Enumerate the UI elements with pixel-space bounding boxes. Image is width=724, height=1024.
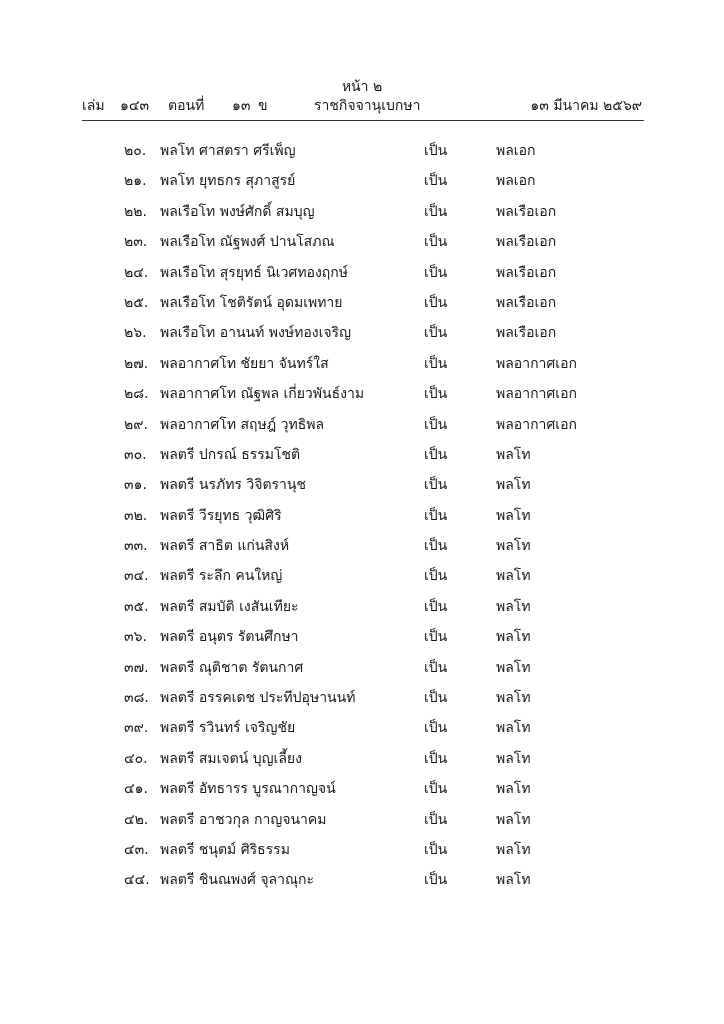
- entry-verb: เป็น: [424, 720, 448, 737]
- list-item: [0, 474, 724, 504]
- list-item: [0, 322, 724, 352]
- entry-name: พลตรี รวินทร์ เจริญชัย: [160, 720, 296, 737]
- entry-rank: พลเรือเอก: [496, 325, 557, 342]
- list-item: [0, 687, 724, 717]
- list-item: [0, 565, 724, 595]
- entry-name: พลตรี ณุติชาต รัตนกาศ: [160, 659, 304, 676]
- entry-name: พลโท ศาสตรา ศรีเพ็ญ: [160, 143, 296, 159]
- entry-verb: เป็น: [424, 841, 448, 858]
- list-item: [0, 292, 724, 322]
- entry-name: พลตรี อนุตร รัตนศึกษา: [160, 629, 299, 646]
- entry-rank: พลโท: [496, 750, 531, 767]
- entry-rank: พลโท: [496, 841, 531, 858]
- entry-verb: เป็น: [424, 690, 448, 707]
- entry-rank: พลโท: [496, 507, 531, 524]
- entry-rank: พลเรือเอก: [496, 264, 557, 281]
- entry-verb: เป็น: [424, 538, 448, 555]
- entry-verb: เป็น: [424, 143, 448, 159]
- entry-number: ๒๒.: [124, 203, 147, 220]
- publication-date: ๑๓ มีนาคม ๒๕๖๙: [530, 98, 642, 114]
- entry-number: ๒๓.: [124, 234, 148, 251]
- entry-verb: เป็น: [424, 355, 448, 372]
- entry-name: พลตรี สมบัติ เงสันเทียะ: [160, 598, 299, 615]
- entry-number: ๒๘.: [124, 386, 149, 403]
- entry-name: พลอากาศโท ณัฐพล เกี่ยวพันธ์งาม: [160, 386, 365, 403]
- list-item: [0, 596, 724, 626]
- volume-label: เล่ม: [82, 98, 105, 114]
- entry-name: พลอากาศโท สฤษฎ์ วุทธิพล: [160, 416, 325, 433]
- entry-name: พลอากาศโท ชัยยา จันทร์ใส: [160, 355, 329, 372]
- entry-number: ๒๔.: [124, 264, 149, 281]
- list-item: [0, 140, 724, 170]
- entry-number: ๓๕.: [124, 598, 149, 615]
- entry-number: ๒๖.: [124, 325, 147, 342]
- entry-number: ๔๐.: [124, 750, 148, 767]
- entry-name: พลเรือโท พงษ์ศักดิ์ สมบุญ: [160, 203, 315, 220]
- entry-verb: เป็น: [424, 477, 448, 494]
- entry-verb: เป็น: [424, 629, 448, 646]
- entry-number: ๒๐.: [124, 143, 147, 159]
- entry-rank: พลเรือเอก: [496, 294, 557, 311]
- entry-verb: เป็น: [424, 507, 448, 524]
- entry-number: ๓๒.: [124, 507, 148, 524]
- issue-number: ๑๓: [232, 98, 251, 114]
- entry-rank: พลโท: [496, 477, 531, 494]
- entry-number: ๔๓.: [124, 841, 149, 858]
- publication-title: ราชกิจจานุเบกษา: [314, 98, 421, 114]
- list-item: [0, 535, 724, 565]
- entry-number: ๓๓.: [124, 538, 148, 555]
- entry-verb: เป็น: [424, 264, 448, 281]
- entry-rank: พลโท: [496, 568, 531, 585]
- entry-number: ๓๔.: [124, 568, 149, 585]
- header-divider: [82, 120, 644, 121]
- list-item: [0, 505, 724, 535]
- entry-rank: พลเอก: [496, 173, 536, 190]
- entry-rank: พลโท: [496, 538, 531, 555]
- list-item: [0, 839, 724, 869]
- entry-number: ๔๔.: [124, 872, 150, 889]
- list-item: [0, 262, 724, 292]
- list-item: [0, 201, 724, 231]
- entry-rank: พลเรือเอก: [496, 234, 557, 251]
- entry-name: พลตรี อรรคเดช ประทีปอุษานนท์: [160, 690, 356, 707]
- volume-number: ๑๔๓: [120, 98, 150, 114]
- appointment-list: [0, 140, 724, 900]
- page-number: หน้า ๒: [341, 79, 383, 95]
- entry-rank: พลอากาศเอก: [496, 386, 577, 403]
- list-item: [0, 444, 724, 474]
- list-item: [0, 231, 724, 261]
- list-item: [0, 170, 724, 200]
- entry-rank: พลอากาศเอก: [496, 355, 577, 372]
- entry-verb: เป็น: [424, 446, 448, 463]
- entry-verb: เป็น: [424, 598, 448, 615]
- entry-rank: พลโท: [496, 720, 531, 737]
- entry-verb: เป็น: [424, 294, 448, 311]
- list-item: [0, 809, 724, 839]
- gazette-header: [82, 96, 642, 116]
- entry-number: ๓๖.: [124, 629, 147, 646]
- entry-name: พลตรี อัทธารร บูรณากาญจน์: [160, 781, 336, 798]
- entry-verb: เป็น: [424, 234, 448, 251]
- entry-rank: พลโท: [496, 629, 531, 646]
- entry-verb: เป็น: [424, 386, 448, 403]
- entry-verb: เป็น: [424, 416, 448, 433]
- entry-number: ๓๘.: [124, 690, 149, 707]
- entry-verb: เป็น: [424, 659, 448, 676]
- entry-name: พลเรือโท โชติรัตน์ อุดมเพทาย: [160, 294, 343, 311]
- entry-name: พลเรือโท ณัฐพงศ์ ปานโสภณ: [160, 234, 335, 251]
- entry-number: ๓๑.: [124, 477, 147, 494]
- entry-rank: พลเรือเอก: [496, 203, 557, 220]
- entry-rank: พลโท: [496, 446, 531, 463]
- list-item: [0, 657, 724, 687]
- entry-rank: พลเอก: [496, 143, 536, 159]
- entry-name: พลตรี ชินณพงศ์ จุลาณุกะ: [160, 872, 314, 889]
- entry-number: ๔๒.: [124, 811, 149, 828]
- section-letter: ข: [258, 98, 268, 114]
- list-item: [0, 748, 724, 778]
- entry-name: พลเรือโท สุรยุทธ์ นิเวศทองฤกษ์: [160, 264, 348, 281]
- entry-name: พลตรี ชนุตม์ ศิริธรรม: [160, 841, 290, 858]
- entry-verb: เป็น: [424, 173, 448, 190]
- entry-verb: เป็น: [424, 568, 448, 585]
- entry-rank: พลโท: [496, 659, 531, 676]
- list-item: [0, 626, 724, 656]
- entry-name: พลตรี วีรยุทธ วุฒิศิริ: [160, 507, 282, 524]
- list-item: [0, 869, 724, 899]
- issue-label: ตอนที่: [168, 98, 205, 114]
- list-item: [0, 778, 724, 808]
- entry-number: ๒๗.: [124, 355, 149, 372]
- entry-number: ๒๙.: [124, 416, 148, 433]
- entry-verb: เป็น: [424, 203, 448, 220]
- entry-name: พลโท ยุทธกร สุภาสูรย์: [160, 173, 296, 190]
- entry-verb: เป็น: [424, 750, 448, 767]
- entry-name: พลตรี สมเจตน์ บุญเลี้ยง: [160, 750, 302, 767]
- entry-name: พลเรือโท อานนท์ พงษ์ทองเจริญ: [160, 325, 352, 342]
- entry-name: พลตรี อาชวกุล กาญจนาคม: [160, 811, 327, 828]
- entry-verb: เป็น: [424, 781, 448, 798]
- entry-rank: พลโท: [496, 872, 531, 889]
- entry-rank: พลโท: [496, 598, 531, 615]
- entry-number: ๒๕.: [124, 294, 149, 311]
- entry-number: ๓๗.: [124, 659, 149, 676]
- list-item: [0, 414, 724, 444]
- list-item: [0, 383, 724, 413]
- entry-number: ๓๐.: [124, 446, 147, 463]
- list-item: [0, 717, 724, 747]
- entry-verb: เป็น: [424, 325, 448, 342]
- entry-number: ๓๙.: [124, 720, 149, 737]
- entry-verb: เป็น: [424, 811, 448, 828]
- entry-name: พลตรี ปกรณ์ ธรรมโชติ: [160, 446, 301, 463]
- entry-name: พลตรี ระลึก คนใหญ่: [160, 568, 283, 585]
- entry-rank: พลอากาศเอก: [496, 416, 577, 433]
- entry-rank: พลโท: [496, 781, 531, 798]
- entry-number: ๔๑.: [124, 781, 148, 798]
- list-item: [0, 353, 724, 383]
- entry-number: ๒๑.: [124, 173, 147, 190]
- entry-name: พลตรี สาธิต แก่นสิงห์: [160, 538, 290, 555]
- entry-name: พลตรี นรภัทร วิจิตรานุช: [160, 477, 306, 494]
- entry-rank: พลโท: [496, 690, 531, 707]
- entry-verb: เป็น: [424, 872, 448, 889]
- entry-rank: พลโท: [496, 811, 531, 828]
